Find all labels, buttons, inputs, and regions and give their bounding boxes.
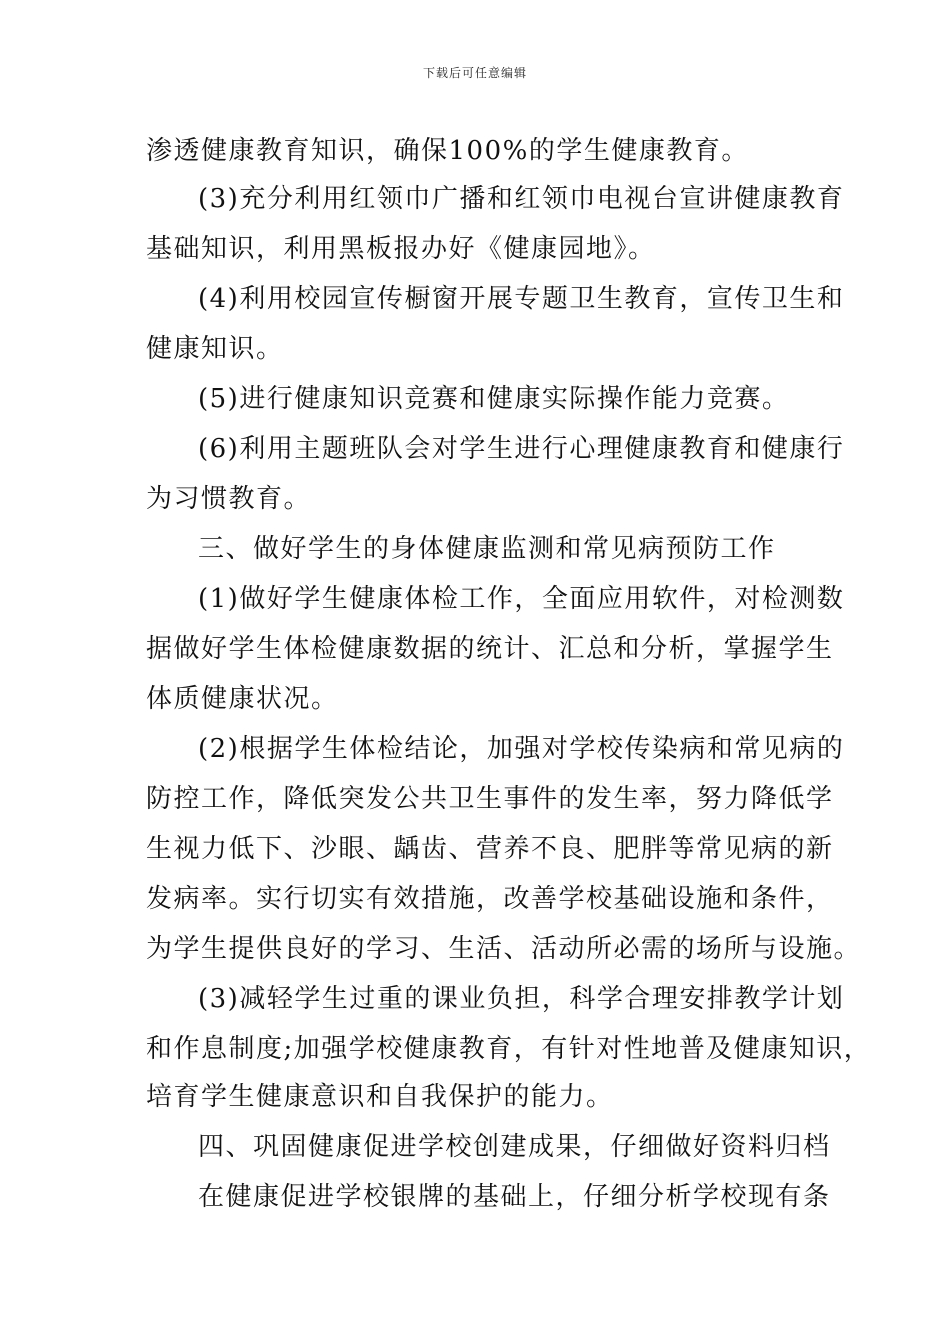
section-heading: 三、做好学生的身体健康监测和常见病预防工作 <box>198 534 776 564</box>
body-line: 发病率。实行切实有效措施，改善学校基础设施和条件， <box>146 884 834 914</box>
body-line: (3)充分利用红领巾广播和红领巾电视台宣讲健康教育 <box>198 184 845 214</box>
body-line: 和作息制度;加强学校健康教育，有针对性地普及健康知识， <box>146 1034 872 1064</box>
body-line: 据做好学生体检健康数据的统计、汇总和分析，掌握学生 <box>146 634 834 664</box>
body-line: (4)利用校园宣传橱窗开展专题卫生教育，宣传卫生和 <box>198 284 845 314</box>
body-line: 为习惯教育。 <box>146 484 312 514</box>
body-line: 健康知识。 <box>146 334 284 364</box>
body-line: 基础知识，利用黑板报办好《健康园地》。 <box>146 234 656 264</box>
body-line: 培育学生健康意识和自我保护的能力。 <box>146 1082 614 1112</box>
body-line: 生视力低下、沙眼、龋齿、营养不良、肥胖等常见病的新 <box>146 834 834 864</box>
section-heading: 四、巩固健康促进学校创建成果，仔细做好资料归档 <box>198 1132 831 1162</box>
body-line: (5)进行健康知识竞赛和健康实际操作能力竞赛。 <box>198 384 790 414</box>
body-line: 渗透健康教育知识，确保100%的学生健康教育。 <box>146 136 749 166</box>
body-line: (1)做好学生健康体检工作，全面应用软件，对检测数 <box>198 584 845 614</box>
body-line: (6)利用主题班队会对学生进行心理健康教育和健康行 <box>198 434 845 464</box>
body-line: 在健康促进学校银牌的基础上，仔细分析学校现有条 <box>198 1182 831 1212</box>
body-line: (3)减轻学生过重的课业负担，科学合理安排教学计划 <box>198 984 845 1014</box>
body-line: 体质健康状况。 <box>146 684 339 714</box>
body-line: 防控工作，降低突发公共卫生事件的发生率，努力降低学 <box>146 784 834 814</box>
body-line: (2)根据学生体检结论，加强对学校传染病和常见病的 <box>198 734 845 764</box>
body-line: 为学生提供良好的学习、生活、活动所必需的场所与设施。 <box>146 934 862 964</box>
page-header-note: 下载后可任意编辑 <box>422 66 527 80</box>
